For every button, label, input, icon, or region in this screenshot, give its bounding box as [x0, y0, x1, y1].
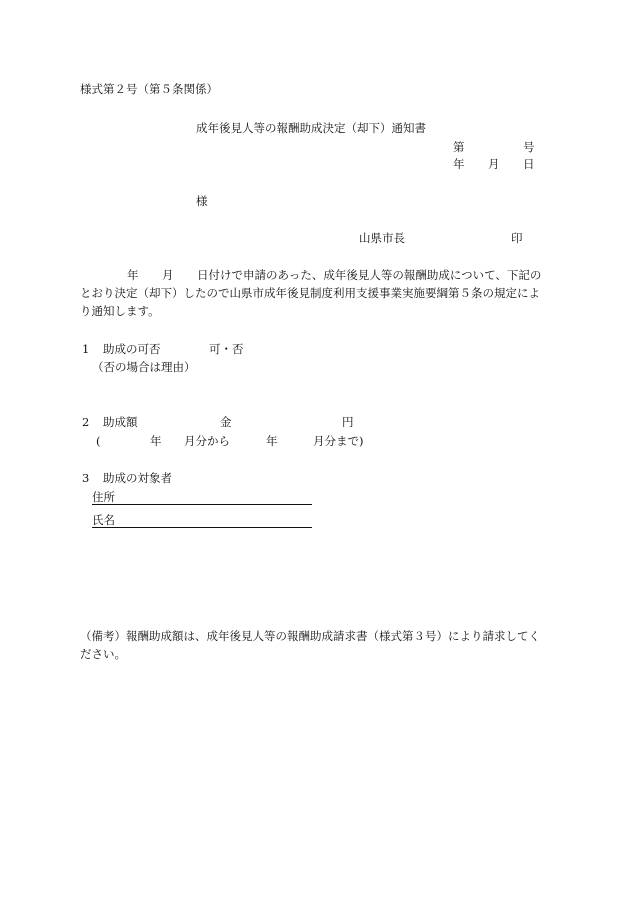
name-label: 氏名 [92, 513, 115, 527]
body-line-1: 日付けで申請のあった、成年後見人等の報酬助成について、下記の [197, 268, 542, 282]
date-year: 年 [453, 157, 465, 171]
body-line-3: り通知します。 [80, 304, 160, 318]
item2-to-year: 年 [266, 434, 278, 448]
item2-label: 助成額 [103, 415, 138, 429]
item3-number: 3 [82, 471, 90, 485]
item2-from-month: 月分から [184, 434, 230, 448]
address-label: 住所 [92, 490, 115, 504]
date-month: 月 [488, 157, 500, 171]
item1-note: （否の場合は理由） [92, 360, 196, 374]
remarks-line-2: ださい。 [80, 647, 126, 661]
address-underline [92, 504, 312, 505]
issuer-seal: 印 [511, 231, 523, 245]
item2-kin: 金 [220, 415, 232, 429]
body-date-month: 月 [162, 268, 174, 282]
item1-value: 可・否 [209, 342, 244, 356]
item3-label: 助成の対象者 [103, 471, 172, 485]
doc-number-suffix: 号 [523, 140, 535, 154]
remarks-line-1: （備考）報酬助成額は、成年後見人等の報酬助成請求書（様式第３号）により請求してく [80, 629, 540, 643]
item1-label: 助成の可否 [103, 342, 161, 356]
item2-from-year: 年 [150, 434, 162, 448]
addressee-honorific: 様 [196, 194, 208, 208]
item2-to-month: 月分まで) [313, 434, 364, 448]
doc-number-prefix: 第 [453, 140, 465, 154]
item1-number: 1 [82, 342, 90, 356]
date-day: 日 [523, 157, 535, 171]
item2-number: 2 [82, 415, 90, 429]
body-line-2: とおり決定（却下）したので山県市成年後見制度利用支援事業実施要綱第５条の規定によ [80, 286, 540, 300]
item2-en: 円 [342, 415, 354, 429]
form-label: 様式第２号（第５条関係） [80, 82, 218, 96]
body-date-year: 年 [127, 268, 139, 282]
issuer-name: 山県市長 [359, 231, 405, 245]
document-title: 成年後見人等の報酬助成決定（却下）通知書 [196, 121, 426, 135]
name-underline [92, 527, 312, 528]
item2-paren-open: ( [96, 434, 101, 448]
